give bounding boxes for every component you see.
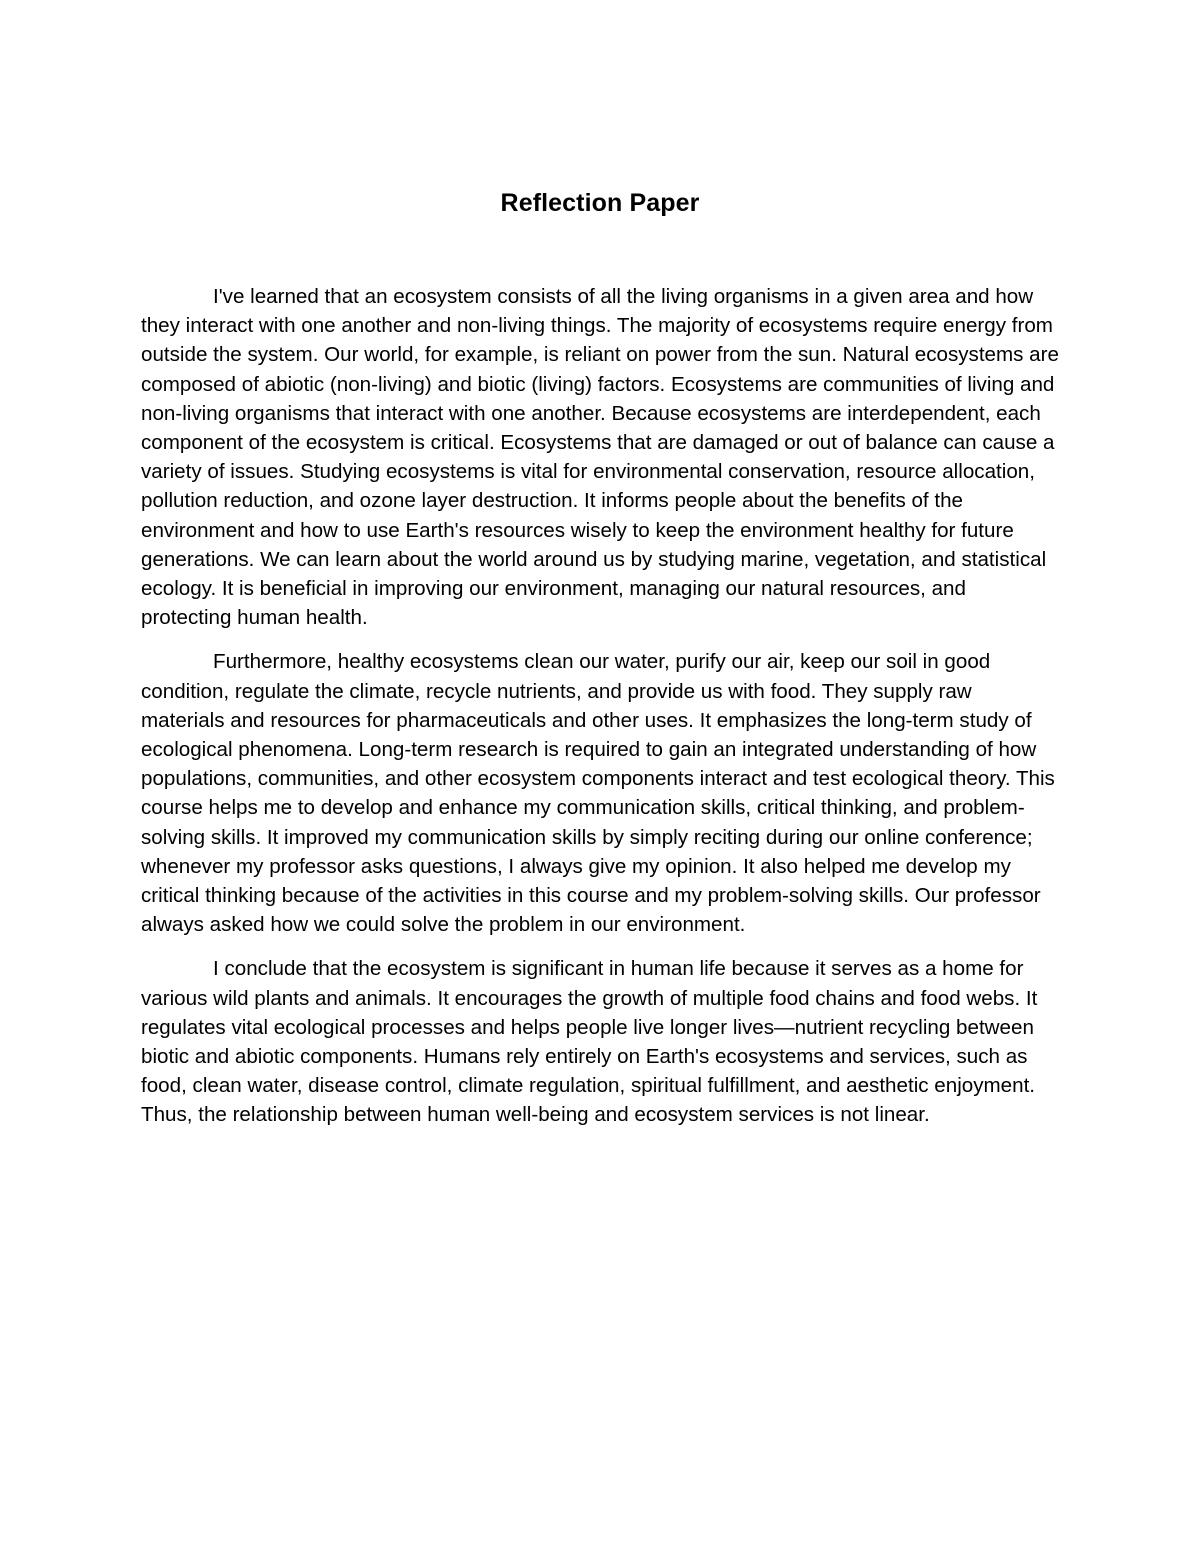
paragraph-3: I conclude that the ecosystem is significant in human life because it serves as a home for various wild plants and animals. It encourages the growth of multiple food chains and food webs. It regulates vital ecological processes and helps people live longer lives—nutrient recycling between biotic and abiotic components. Humans rely entirely on Earth's ecosystems and services, such as food, clean water, disease control, climate regulation, spiritual fulfillment, and aesthetic enjoyment. Thus, the relationship between human well-being and ecosystem services is not linear. — [141, 957, 1038, 1127]
paragraph-1: I've learned that an ecosystem consists of all the living organisms in a given area and how they interact with one another and non-living things. The majority of ecosystems require energy from outside the system. Our world, for example, is reliant on power from the sun. Natural ecosystems are composed of abiotic (non-living) and biotic (living) factors. Ecosystems are communities of living and non-living organisms that interact with one another. Because ecosystems are interdependent, each component of the ecosystem is critical. Ecosystems that are damaged or out of balance can cause a variety of issues. Studying ecosystems is vital for environmental conservation, resource allocation, pollution reduction, and ozone layer destruction. It informs people about the benefits of the environment and how to use Earth's resources wisely to keep the environment healthy for future generations. We can learn about the world around us by studying marine, vegetation, and statistical ecology. It is beneficial in improving our environment, managing our natural resources, and protecting human health. — [141, 285, 1059, 630]
document-page — [141, 186, 1059, 1145]
page-title: Reflection Paper — [500, 189, 700, 217]
document-body — [141, 282, 1059, 1130]
paragraph-2: Furthermore, healthy ecosystems clean our water, purify our air, keep our soil in good condition, regulate the climate, recycle nutrients, and provide us with food. They supply raw materials and resources for pharmaceuticals and other uses. It emphasizes the long-term study of ecological phenomena. Long-term research is required to gain an integrated understanding of how populations, communities, and other ecosystem components interact and test ecological theory. This course helps me to develop and enhance my communication skills, critical thinking, and problem-solving skills. It improved my communication skills by simply reciting during our online conference; whenever my professor asks questions, I always give my opinion. It also helped me develop my critical thinking because of the activities in this course and my problem-solving skills. Our professor always asked how we could solve the problem in our environment. — [141, 650, 1055, 937]
